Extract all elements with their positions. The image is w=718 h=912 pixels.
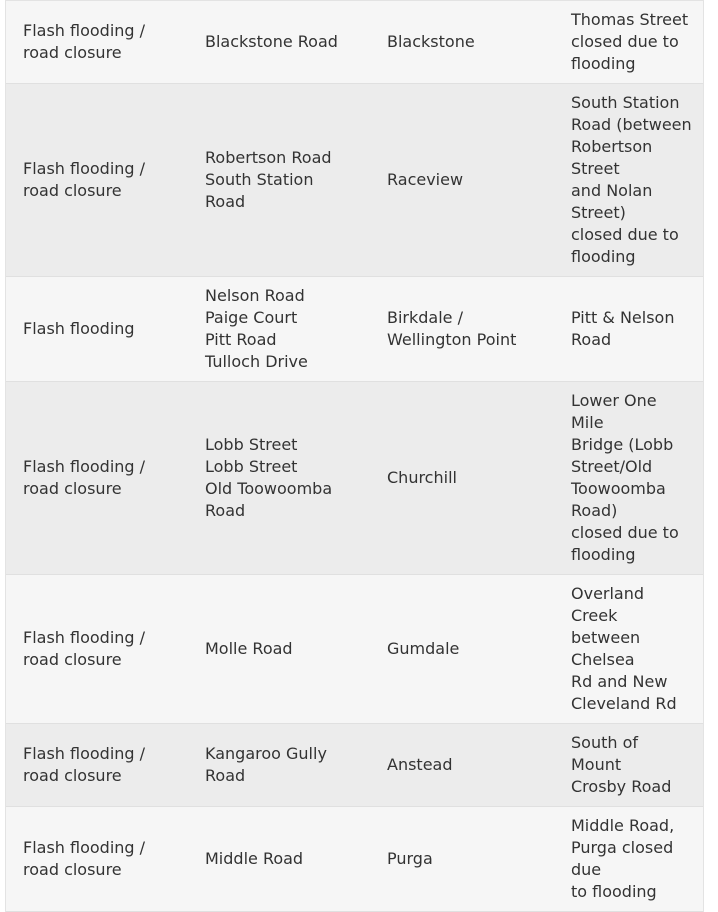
incident-type-cell: Flash flooding / road closure (23, 457, 146, 498)
suburb-cell: Birkdale / Wellington Point (387, 308, 517, 349)
details-cell: South of Mount Crosby Road (571, 733, 672, 796)
suburb-cell: Purga (387, 849, 433, 868)
table-row (6, 575, 703, 724)
table-row (6, 84, 703, 277)
incident-type-cell: Flash flooding / road closure (23, 744, 146, 785)
table-row (6, 807, 703, 912)
incident-type-cell: Flash flooding / road closure (23, 628, 146, 669)
table-row (6, 382, 703, 575)
suburb-cell: Blackstone (387, 32, 475, 51)
table-row (6, 277, 703, 382)
suburb-cell: Raceview (387, 170, 464, 189)
suburb-cell: Gumdale (387, 639, 460, 658)
road-closures-grid (6, 1, 703, 912)
details-cell: Overland Creek between Chelsea Rd and New Cleveland Rd (571, 584, 677, 713)
table-row (6, 1, 703, 84)
suburb-cell: Anstead (387, 755, 453, 774)
roads-cell: Lobb Street Lobb Street Old Toowoomba Road (205, 435, 333, 520)
details-cell: South Station Road (between Robertson Street and Nolan Street) closed due to flooding (571, 93, 692, 266)
roads-cell: Molle Road (205, 639, 293, 658)
details-cell: Thomas Street closed due to flooding (571, 10, 689, 73)
roads-cell: Robertson Road South Station Road (205, 148, 332, 211)
details-cell: Middle Road, Purga closed due to flooding (571, 816, 675, 901)
roads-cell: Blackstone Road (205, 32, 338, 51)
roads-cell: Middle Road (205, 849, 304, 868)
incident-type-cell: Flash flooding / road closure (23, 21, 146, 62)
incident-type-cell: Flash flooding / road closure (23, 159, 146, 200)
suburb-cell: Churchill (387, 468, 457, 487)
incident-type-cell: Flash flooding / road closure (23, 838, 146, 879)
road-closures-table (5, 0, 704, 912)
details-cell: Lower One Mile Bridge (Lobb Street/Old Toowoomba Road) closed due to flooding (571, 391, 679, 564)
roads-cell: Nelson Road Paige Court Pitt Road Tulloch Drive (205, 286, 308, 371)
table-row (6, 724, 703, 807)
details-cell: Pitt & Nelson Road (571, 308, 675, 349)
roads-cell: Kangaroo Gully Road (205, 744, 327, 785)
incident-type-cell: Flash flooding (23, 319, 135, 338)
